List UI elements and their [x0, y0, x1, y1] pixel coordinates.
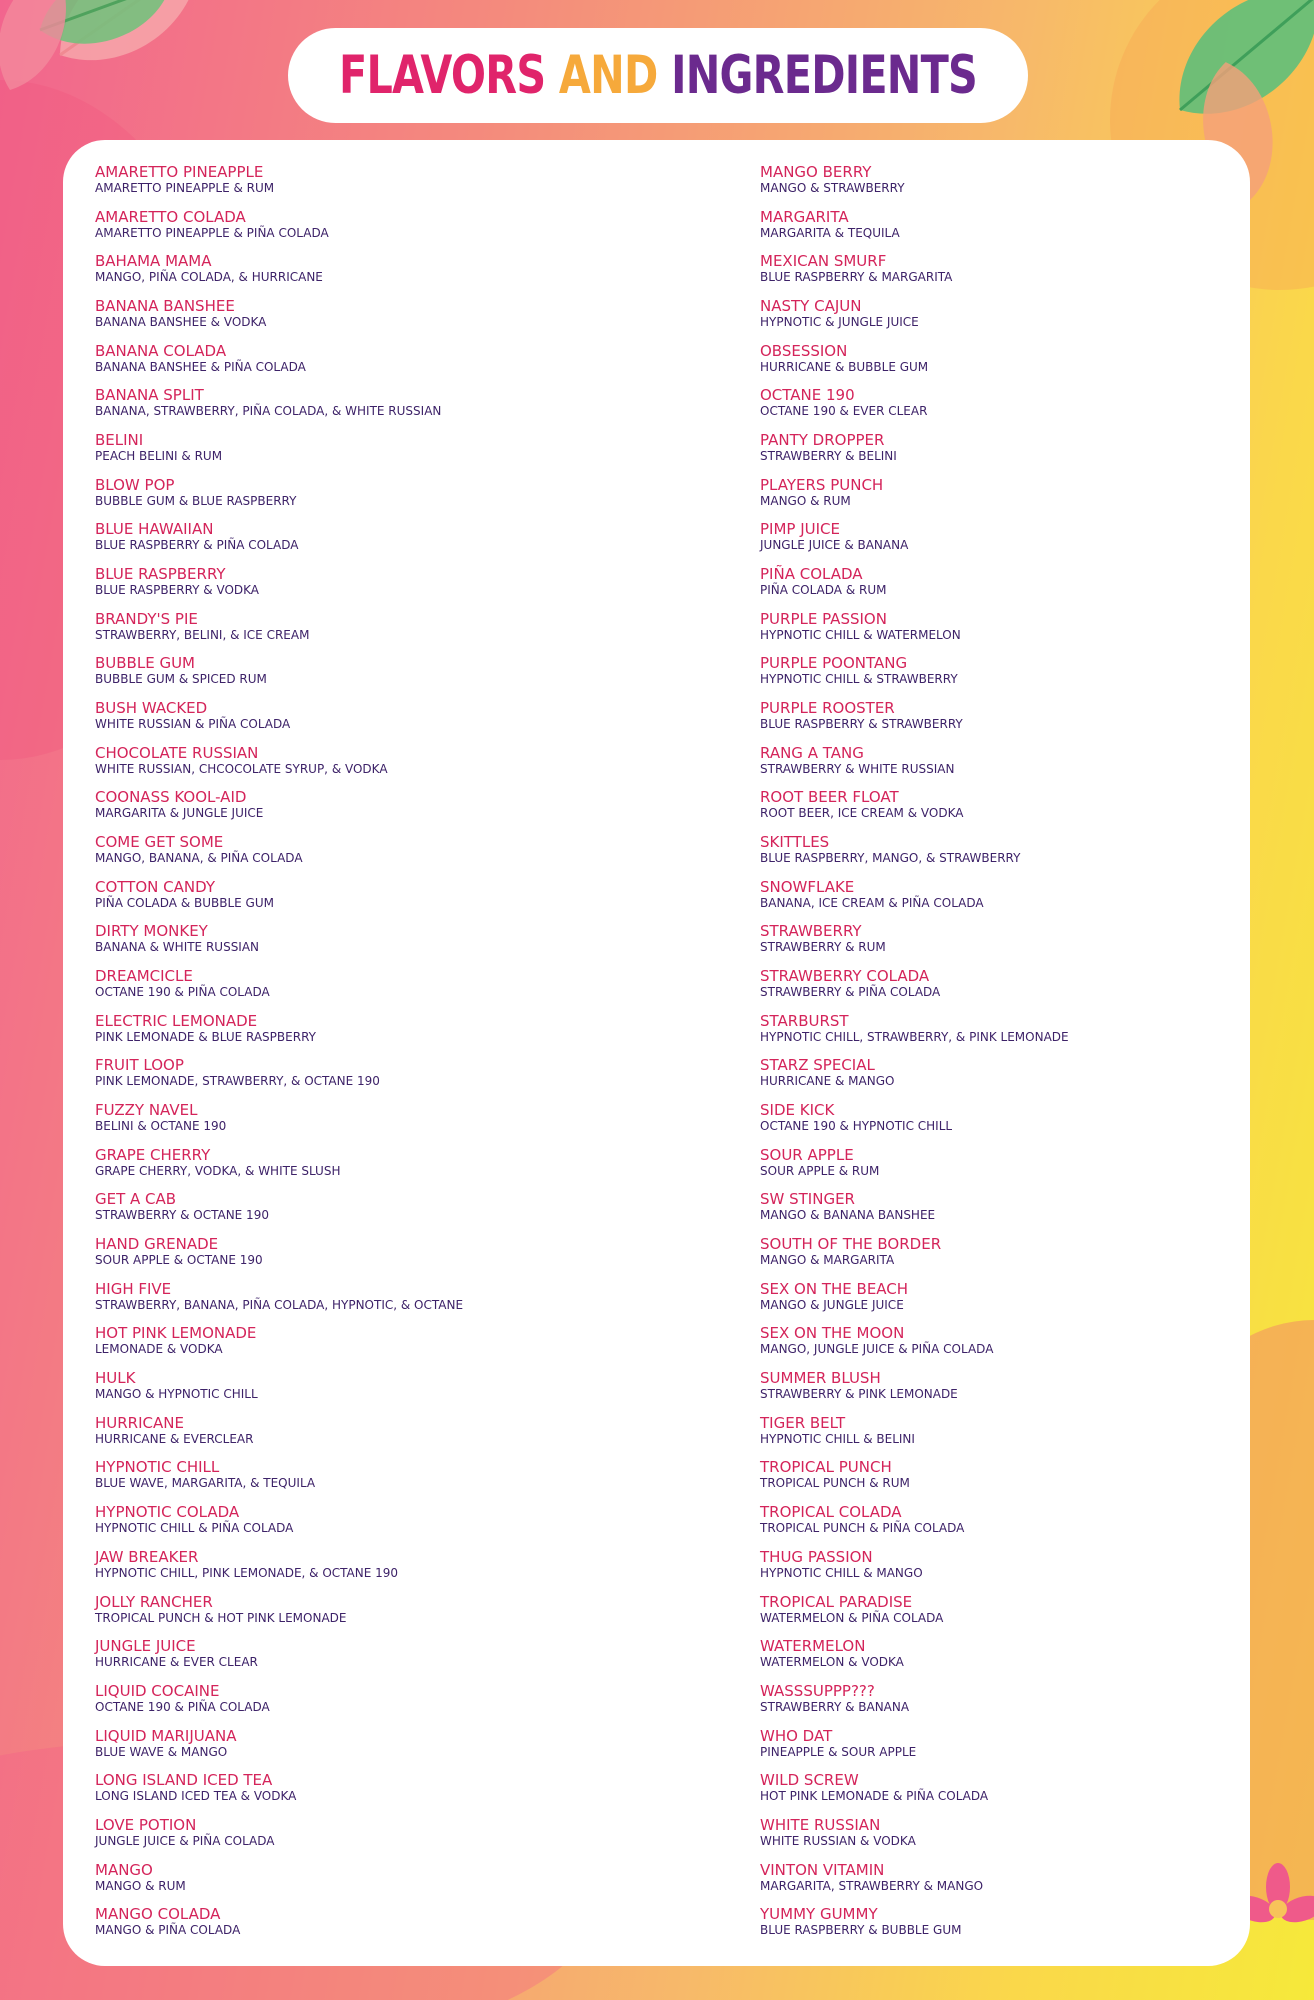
flavor-name: BANANA SPLIT: [95, 386, 204, 405]
flavor-item: [95, 878, 463, 923]
flavor-item: [760, 654, 1069, 699]
flavor-ingredients: HURRICANE & EVERCLEAR: [95, 1431, 254, 1446]
flavor-ingredients: MANGO & STRAWBERRY: [760, 181, 905, 195]
flavor-name: PANTY DROPPER: [760, 431, 885, 450]
flavor-item: [95, 565, 463, 610]
flavor-ingredients: STRAWBERRY & PIÑA COLADA: [760, 985, 941, 1000]
flavor-item: [760, 1727, 1069, 1772]
flavor-item: [760, 1861, 1069, 1906]
flavor-ingredients: MANGO & PIÑA COLADA: [95, 1923, 241, 1938]
flavor-ingredients: OCTANE 190 & EVER CLEAR: [760, 404, 928, 419]
flavor-ingredients: PINEAPPLE & SOUR APPLE: [760, 1744, 917, 1759]
flavor-ingredients: MANGO & BANANA BANSHEE: [760, 1208, 936, 1223]
flavor-ingredients: HYPNOTIC CHILL, STRAWBERRY, & PINK LEMONADE: [760, 1029, 1069, 1044]
flavor-ingredients: JUNGLE JUICE & PIÑA COLADA: [95, 1833, 275, 1848]
flavor-item: [760, 833, 1069, 878]
flavor-item: [760, 878, 1069, 923]
flavor-item: [760, 1771, 1069, 1816]
flavor-ingredients: MANGO, JUNGLE JUICE & PIÑA COLADA: [760, 1342, 994, 1357]
flavor-ingredients: MANGO & RUM: [95, 1878, 186, 1893]
flavor-name: FRUIT LOOP: [95, 1056, 184, 1075]
flavor-item: [760, 342, 1069, 387]
flavor-name: GET A CAB: [95, 1190, 177, 1209]
flavor-item: [760, 1593, 1069, 1638]
flavor-ingredients: STRAWBERRY & BELINI: [760, 449, 897, 464]
flavor-ingredients: LONG ISLAND ICED TEA & VODKA: [95, 1789, 297, 1804]
flavor-name: WHO DAT: [760, 1726, 833, 1745]
flavor-item: [760, 922, 1069, 967]
flavor-item: [95, 386, 463, 431]
flavor-name: LONG ISLAND ICED TEA: [95, 1771, 273, 1790]
flavor-ingredients: BANANA BANSHEE & PIÑA COLADA: [95, 359, 306, 374]
flavor-item: [760, 744, 1069, 789]
flavor-item: [95, 1861, 463, 1906]
flavor-ingredients: STRAWBERRY & WHITE RUSSIAN: [760, 761, 955, 776]
flavor-ingredients: MARGARITA & TEQUILA: [760, 225, 900, 240]
flavor-name: PURPLE ROOSTER: [760, 699, 895, 718]
flavor-ingredients: STRAWBERRY & BANANA: [760, 1699, 910, 1714]
flavor-ingredients: BANANA, ICE CREAM & PIÑA COLADA: [760, 895, 984, 910]
menu-panel: [63, 140, 1250, 1966]
flavor-item: [760, 520, 1069, 565]
flavor-name: AMARETTO COLADA: [95, 207, 246, 226]
flavor-item: [95, 476, 463, 521]
flavor-name: PIÑA COLADA: [760, 565, 863, 584]
flavor-name: MANGO BERRY: [760, 163, 872, 181]
flavor-name: STRAWBERRY COLADA: [760, 967, 930, 986]
flavor-ingredients: TROPICAL PUNCH & HOT PINK LEMONADE: [95, 1610, 347, 1625]
flavor-name: TROPICAL PARADISE: [760, 1592, 913, 1611]
flavor-item: [760, 967, 1069, 1012]
flavor-item: [95, 1771, 463, 1816]
flavor-ingredients: HYPNOTIC CHILL & STRAWBERRY: [760, 672, 958, 687]
flavor-ingredients: HYPNOTIC CHILL, PINK LEMONADE, & OCTANE 190: [95, 1565, 399, 1580]
flavor-name: HURRICANE: [95, 1413, 184, 1432]
flavor-item: [95, 1146, 463, 1191]
flavor-name: CHOCOLATE RUSSIAN: [95, 743, 259, 762]
flavor-item: [760, 297, 1069, 342]
flavor-ingredients: PINK LEMONADE, STRAWBERRY, & OCTANE 190: [95, 1074, 380, 1089]
flavor-name: WILD SCREW: [760, 1771, 859, 1790]
flavor-name: HOT PINK LEMONADE: [95, 1324, 257, 1343]
flavor-name: BANANA BANSHEE: [95, 297, 235, 316]
flavor-item: [760, 1012, 1069, 1057]
flavor-item: [760, 163, 1069, 208]
flavor-ingredients: BLUE RASPBERRY & VODKA: [95, 583, 260, 598]
flavor-item: [95, 1190, 463, 1235]
page-title: [339, 45, 977, 106]
flavor-item: [95, 297, 463, 342]
flavor-name: OCTANE 190: [760, 386, 855, 405]
flavor-name: BRANDY'S PIE: [95, 609, 198, 628]
flavor-ingredients: STRAWBERRY & OCTANE 190: [95, 1208, 269, 1223]
flavor-ingredients: MARGARITA & JUNGLE JUICE: [95, 806, 264, 821]
flavor-name: TIGER BELT: [760, 1413, 846, 1432]
flavor-name: SEX ON THE MOON: [760, 1324, 905, 1343]
flavor-item: [95, 1458, 463, 1503]
flavor-name: SOUR APPLE: [760, 1145, 854, 1164]
flavor-item: [760, 1146, 1069, 1191]
palm-leaf-icon: [36, 0, 223, 89]
flavor-ingredients: WHITE RUSSIAN & PIÑA COLADA: [95, 717, 291, 732]
flavor-name: NASTY CAJUN: [760, 297, 862, 316]
flavor-item: [95, 1101, 463, 1146]
flavor-item: [760, 1905, 1069, 1950]
flavor-name: FUZZY NAVEL: [95, 1101, 198, 1120]
flavor-item: [95, 654, 463, 699]
flavor-item: [95, 1905, 463, 1950]
flavor-item: [760, 1682, 1069, 1727]
flavor-ingredients: STRAWBERRY & PINK LEMONADE: [760, 1387, 958, 1402]
flavor-item: [95, 1056, 463, 1101]
flavor-name: PURPLE PASSION: [760, 609, 887, 628]
flavor-name: COONASS KOOL-AID: [95, 788, 247, 807]
flavor-name: SIDE KICK: [760, 1101, 835, 1120]
flavor-ingredients: TROPICAL PUNCH & RUM: [760, 1476, 910, 1491]
flavor-ingredients: WATERMELON & VODKA: [760, 1655, 904, 1670]
flavor-ingredients: BLUE RASPBERRY & STRAWBERRY: [760, 717, 963, 732]
flavor-item: [760, 1190, 1069, 1235]
flavor-name: MANGO: [95, 1860, 153, 1879]
flavor-name: ELECTRIC LEMONADE: [95, 1011, 258, 1030]
flavor-ingredients: BLUE RASPBERRY & BUBBLE GUM: [760, 1923, 962, 1938]
title-flavors: FLAVORS: [338, 45, 546, 106]
flavor-name: JOLLY RANCHER: [95, 1592, 213, 1611]
flavor-ingredients: BANANA BANSHEE & VODKA: [95, 315, 267, 330]
flavor-name: DREAMCICLE: [95, 967, 193, 986]
flavor-name: PLAYERS PUNCH: [760, 475, 884, 494]
flavor-ingredients: STRAWBERRY, BANANA, PIÑA COLADA, HYPNOTIC, & OCTANE: [95, 1297, 464, 1312]
flavor-name: BELINI: [95, 431, 144, 450]
flavor-ingredients: MANGO & HYPNOTIC CHILL: [95, 1387, 258, 1402]
flavor-item: [760, 1548, 1069, 1593]
flavor-name: VINTON VITAMIN: [760, 1860, 885, 1879]
flavor-item: [95, 699, 463, 744]
flavor-ingredients: HYPNOTIC CHILL & PIÑA COLADA: [95, 1521, 294, 1536]
flavor-item: [760, 476, 1069, 521]
flavor-ingredients: SOUR APPLE & OCTANE 190: [95, 1253, 263, 1268]
flavor-ingredients: HYPNOTIC CHILL & MANGO: [760, 1565, 923, 1580]
flavor-name: LIQUID COCAINE: [95, 1681, 220, 1700]
flavor-name: SOUTH OF THE BORDER: [760, 1235, 942, 1254]
flavor-ingredients: MANGO & MARGARITA: [760, 1253, 895, 1268]
flavor-ingredients: HYPNOTIC CHILL & BELINI: [760, 1431, 915, 1446]
flavor-item: [760, 1637, 1069, 1682]
flavor-ingredients: JUNGLE JUICE & BANANA: [760, 538, 909, 553]
flavor-item: [760, 1369, 1069, 1414]
flavor-item: [95, 1235, 463, 1280]
flavor-ingredients: HURRICANE & MANGO: [760, 1074, 895, 1089]
flavor-item: [760, 431, 1069, 476]
flavor-item: [760, 1414, 1069, 1459]
flavor-item: [760, 208, 1069, 253]
flavor-ingredients: SOUR APPLE & RUM: [760, 1163, 880, 1178]
flavor-name: JAW BREAKER: [95, 1547, 199, 1566]
flavor-ingredients: WATERMELON & PIÑA COLADA: [760, 1610, 944, 1625]
flavor-name: ROOT BEER FLOAT: [760, 788, 899, 807]
flavor-item: [95, 1816, 463, 1861]
flavor-item: [95, 1637, 463, 1682]
flavor-item: [95, 744, 463, 789]
flavor-ingredients: BUBBLE GUM & BLUE RASPBERRY: [95, 493, 297, 508]
flavor-item: [95, 431, 463, 476]
flavor-name: BUBBLE GUM: [95, 654, 195, 673]
flavor-ingredients: HURRICANE & EVER CLEAR: [95, 1655, 258, 1670]
flavor-name: DIRTY MONKEY: [95, 922, 208, 941]
flavor-ingredients: PINK LEMONADE & BLUE RASPBERRY: [95, 1029, 316, 1044]
flavor-name: STARBURST: [760, 1011, 849, 1030]
flavor-ingredients: BANANA, STRAWBERRY, PIÑA COLADA, & WHITE RUSSIAN: [95, 404, 442, 419]
flavor-ingredients: MANGO, PIÑA COLADA, & HURRICANE: [95, 270, 323, 285]
flavor-name: WATERMELON: [760, 1637, 866, 1656]
flavor-name: SUMMER BLUSH: [760, 1369, 881, 1388]
flavor-name: HYPNOTIC CHILL: [95, 1458, 220, 1477]
flavor-name: STRAWBERRY: [760, 922, 862, 941]
flavor-name: MANGO COLADA: [95, 1905, 221, 1924]
flavor-ingredients: BLUE RASPBERRY, MANGO, & STRAWBERRY: [760, 851, 1021, 866]
flavor-item: [760, 1280, 1069, 1325]
flavor-ingredients: OCTANE 190 & HYPNOTIC CHILL: [760, 1119, 953, 1134]
flavor-name: LIQUID MARIJUANA: [95, 1726, 237, 1745]
flavor-item: [95, 833, 463, 878]
flavor-ingredients: BLUE WAVE & MANGO: [95, 1744, 228, 1759]
flavor-ingredients: STRAWBERRY, BELINI, & ICE CREAM: [95, 627, 310, 642]
flavor-name: BUSH WACKED: [95, 699, 208, 718]
flavor-name: MEXICAN SMURF: [760, 252, 887, 271]
flavor-ingredients: MANGO & RUM: [760, 493, 851, 508]
flavor-name: OBSESSION: [760, 341, 848, 360]
flavor-name: BAHAMA MAMA: [95, 252, 212, 271]
flavor-ingredients: BLUE RASPBERRY & MARGARITA: [760, 270, 953, 285]
flavor-ingredients: BANANA & WHITE RUSSIAN: [95, 940, 260, 955]
flavor-item: [95, 610, 463, 655]
flavor-item: [95, 1324, 463, 1369]
flavor-name: MARGARITA: [760, 207, 849, 226]
flavor-item: [95, 1369, 463, 1414]
flavor-ingredients: PIÑA COLADA & RUM: [760, 583, 887, 598]
flavor-name: GRAPE CHERRY: [95, 1145, 211, 1164]
flavor-item: [95, 1682, 463, 1727]
flavor-ingredients: HYPNOTIC & JUNGLE JUICE: [760, 315, 919, 330]
flavor-name: BLUE HAWAIIAN: [95, 520, 214, 539]
flavor-name: PIMP JUICE: [760, 520, 841, 539]
flavor-ingredients: HYPNOTIC CHILL & WATERMELON: [760, 627, 961, 642]
flavor-ingredients: STRAWBERRY & RUM: [760, 940, 886, 955]
flavor-name: COME GET SOME: [95, 833, 224, 852]
flavor-name: HIGH FIVE: [95, 1279, 172, 1298]
flavor-item: [760, 610, 1069, 655]
flavor-name: SKITTLES: [760, 833, 830, 852]
flavor-ingredients: PEACH BELINI & RUM: [95, 449, 223, 464]
flavor-item: [95, 342, 463, 387]
flavor-name: WASSSUPPP???: [760, 1681, 875, 1700]
flavor-ingredients: ROOT BEER, ICE CREAM & VODKA: [760, 806, 964, 821]
flavor-item: [760, 1235, 1069, 1280]
flavor-name: STARZ SPECIAL: [760, 1056, 875, 1075]
flavor-item: [95, 163, 463, 208]
title-ingredients: INGREDIENTS: [671, 45, 978, 106]
flavor-item: [760, 1458, 1069, 1503]
flavor-ingredients: HURRICANE & BUBBLE GUM: [760, 359, 929, 374]
flavor-name: BLOW POP: [95, 475, 175, 494]
flavor-ingredients: MANGO, BANANA, & PIÑA COLADA: [95, 851, 303, 866]
flavor-ingredients: BUBBLE GUM & SPICED RUM: [95, 672, 267, 687]
flavor-item: [760, 1816, 1069, 1861]
palm-leaf-icon: [28, 0, 183, 62]
flavor-item: [760, 1324, 1069, 1369]
flavor-item: [95, 788, 463, 833]
flavor-name: COTTON CANDY: [95, 877, 215, 896]
flavor-ingredients: TROPICAL PUNCH & PIÑA COLADA: [760, 1521, 965, 1536]
flavor-ingredients: OCTANE 190 & PIÑA COLADA: [95, 1699, 270, 1714]
flavor-ingredients: GRAPE CHERRY, VODKA, & WHITE SLUSH: [95, 1163, 341, 1178]
flavor-name: TROPICAL COLADA: [760, 1503, 902, 1522]
flavor-item: [760, 699, 1069, 744]
palm-leaf-icon: [1151, 0, 1314, 144]
flavor-item: [760, 1056, 1069, 1101]
flavor-ingredients: AMARETTO PINEAPPLE & RUM: [95, 181, 275, 195]
flavor-item: [95, 967, 463, 1012]
flavor-item: [95, 520, 463, 565]
flavor-ingredients: PIÑA COLADA & BUBBLE GUM: [95, 895, 274, 910]
flavor-ingredients: WHITE RUSSIAN & VODKA: [760, 1833, 916, 1848]
flavor-ingredients: BLUE RASPBERRY & PIÑA COLADA: [95, 538, 299, 553]
palm-leaf-icon: [0, 0, 83, 100]
flavor-ingredients: MANGO & JUNGLE JUICE: [760, 1297, 904, 1312]
flavor-column-left: [95, 163, 463, 1950]
flavor-name: HULK: [95, 1369, 136, 1388]
flavor-item: [95, 1503, 463, 1548]
flavor-ingredients: WHITE RUSSIAN, CHCOCOLATE SYRUP, & VODKA: [95, 761, 388, 776]
flavor-item: [95, 1280, 463, 1325]
flavor-ingredients: OCTANE 190 & PIÑA COLADA: [95, 985, 270, 1000]
flavor-item: [95, 1727, 463, 1772]
flavor-name: JUNGLE JUICE: [95, 1637, 196, 1656]
flavor-name: THUG PASSION: [760, 1547, 873, 1566]
flavor-ingredients: BELINI & OCTANE 190: [95, 1119, 227, 1134]
flavor-item: [760, 1101, 1069, 1146]
title-and: AND: [558, 45, 658, 106]
flavor-name: SEX ON THE BEACH: [760, 1279, 909, 1298]
flavor-name: AMARETTO PINEAPPLE: [95, 163, 264, 181]
flavor-item: [95, 922, 463, 967]
flavor-item: [95, 1593, 463, 1638]
title-banner: [288, 28, 1028, 123]
flavor-item: [95, 1012, 463, 1057]
flavor-item: [95, 208, 463, 253]
flavor-item: [760, 788, 1069, 833]
flavor-name: WHITE RUSSIAN: [760, 1815, 881, 1834]
flavor-name: RANG A TANG: [760, 743, 864, 762]
flavor-item: [95, 1548, 463, 1593]
flavor-name: SW STINGER: [760, 1190, 855, 1209]
flavor-name: YUMMY GUMMY: [760, 1905, 878, 1924]
flavor-name: TROPICAL PUNCH: [760, 1458, 892, 1477]
flavor-item: [760, 386, 1069, 431]
flavor-name: BLUE RASPBERRY: [95, 565, 226, 584]
flavor-item: [760, 565, 1069, 610]
flavor-name: PURPLE POONTANG: [760, 654, 908, 673]
flavor-item: [95, 252, 463, 297]
flavor-ingredients: MARGARITA, STRAWBERRY & MANGO: [760, 1878, 984, 1893]
flavor-ingredients: AMARETTO PINEAPPLE & PIÑA COLADA: [95, 225, 329, 240]
flavor-name: SNOWFLAKE: [760, 877, 855, 896]
flavor-name: LOVE POTION: [95, 1815, 197, 1834]
flavor-name: HYPNOTIC COLADA: [95, 1503, 240, 1522]
flavor-item: [760, 1503, 1069, 1548]
flavor-item: [95, 1414, 463, 1459]
flavor-ingredients: HOT PINK LEMONADE & PIÑA COLADA: [760, 1789, 989, 1804]
flavor-column-right: [760, 163, 1069, 1950]
flavor-name: BANANA COLADA: [95, 341, 227, 360]
flavor-ingredients: LEMONADE & VODKA: [95, 1342, 223, 1357]
flavor-ingredients: BLUE WAVE, MARGARITA, & TEQUILA: [95, 1476, 316, 1491]
flavor-name: HAND GRENADE: [95, 1235, 219, 1254]
flavor-item: [760, 252, 1069, 297]
